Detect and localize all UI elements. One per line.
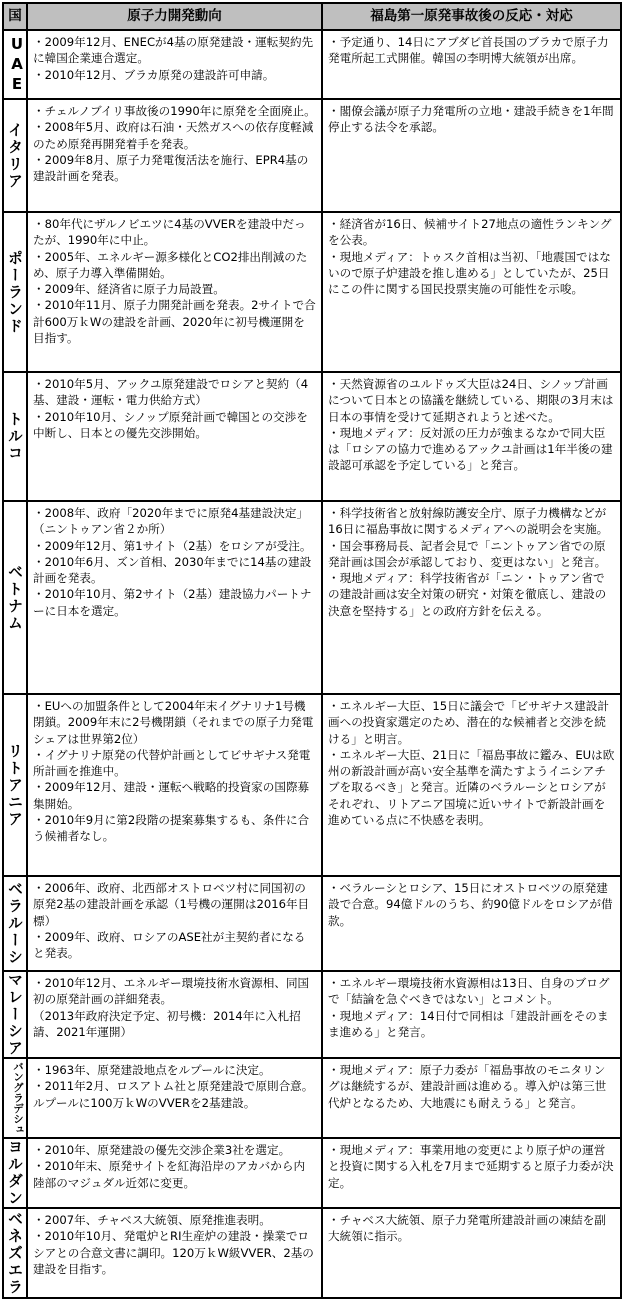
- country-cell: バングラデシュ: [3, 1058, 27, 1138]
- country-cell: ベラルーシ: [3, 876, 27, 971]
- development-item: ・2010年末、原発サイトを紅海沿岸のアカバから内陸部のマジュダル近郊に変更。: [33, 1159, 306, 1190]
- development-item: ・2010年10月、シノップ原発計画で韓国との交渉を中断し、日本との優先交渉開始。: [33, 409, 308, 440]
- development-cell: [27, 876, 322, 971]
- reaction-item: ・閣僚会議が原子力発電所の立地・建設手続きを1年間停止する法令を承認。: [328, 104, 614, 135]
- development-item: ・2010年10月、第2サイト（2基）建設協力パートナーに日本を選定。: [33, 587, 312, 618]
- table-row: [3, 30, 621, 99]
- table-row: [3, 99, 621, 212]
- reaction-cell: [322, 971, 621, 1058]
- development-item: ・2007年、チャベス大統領、原発推進表明。: [33, 1213, 271, 1227]
- country-cell: UAE: [3, 30, 27, 99]
- reaction-item: ・予定通り、14日にアブダビ首長国のブラカで原子力発電所起工式開催。韓国の李明博大統領が出席。: [328, 35, 609, 66]
- development-item: ・EUへの加盟条件として2004年末イグナリナ1号機閉鎖。2009年末に2号機閉鎖（それまでの原子力発電シェアは世界第2位）: [33, 699, 314, 746]
- development-item: ・2011年2月、ロスアトム社と原発建設で原則合意。ルプールに100万ｋWのVVERを2基建設。: [33, 1079, 314, 1110]
- development-cell: [27, 1138, 322, 1208]
- development-item: ・2010年5月、アックユ原発建設でロシアと契約（4基、建設・運転・電力供給方式）: [33, 377, 309, 408]
- development-item: ・2009年、政府、ロシアのASE社が主契約者になると発表。: [33, 929, 306, 961]
- country-cell: ベネズエラ: [3, 1208, 27, 1298]
- table-row: [3, 694, 621, 876]
- development-item: ・2010年10月、発電炉とRI生産炉の建設・操業でロシアとの合意文書に調印。120万ｋW級VVER、2基の建設を目指す。: [33, 1229, 314, 1276]
- development-item: ・2010年、原発建設の優先交渉企業3社を選定。: [33, 1143, 291, 1157]
- reaction-item: ・エネルギー大臣、21日に「福島事故に鑑み、EUは欧州の新設計画が高い安全基準を満たすようイニシアチブを取るべき」と発言。近隣のベラルーシとロシアがそれぞれ、リトアニア国境に近いサイトで新設計画を進めている点に不快感を表明。: [328, 747, 615, 828]
- reaction-cell: [322, 30, 621, 99]
- reaction-cell: [322, 212, 621, 372]
- country-cell: イタリア: [3, 99, 27, 212]
- reaction-item: ・ベラルーシとロシア、15日にオストロベツの原発建設で合意。94億ドルのうち、約90億ドルをロシアが借款。: [328, 881, 613, 928]
- development-item: ・2009年、経済省に原子力局設置。: [33, 282, 225, 297]
- reaction-item: ・天然資源省のユルドゥズ大臣は24日、シノップ計画について日本との協議を継続している、期限の3月末は日本の事情を受けて延期されようと述べた。: [328, 377, 614, 424]
- country-cell: ヨルダン: [3, 1138, 27, 1208]
- reaction-item: ・チャベス大統領、原子力発電所建設計画の凍結を副大統領に指示。: [328, 1213, 606, 1244]
- reaction-item: ・エネルギー大臣、15日に議会で「ビサギナス建設計画への投資家選定のため、潜在的な候補者と交渉を続ける」と明言。: [328, 699, 609, 746]
- table-row: [3, 501, 621, 694]
- development-item: ・2010年6月、ズン首相、2030年までに14基の建設計画を発表。: [33, 554, 312, 586]
- reaction-cell: [322, 876, 621, 971]
- reaction-item: ・現地メディア：反対派の圧力が強まるなかで同大臣は「ロシアの協力で進めるアックユ計画は1年半後の建設認可承認を予定している」と発言。: [328, 425, 613, 473]
- reaction-cell: [322, 694, 621, 876]
- nuclear-development-table: [2, 2, 622, 1299]
- development-item: ・2005年、エネルギー源多様化とCO2排出削減のため、原子力導入準備開始。: [33, 249, 308, 280]
- development-cell: [27, 971, 322, 1058]
- table-row: [3, 372, 621, 501]
- development-cell: [27, 694, 322, 876]
- country-cell: ポーランド: [3, 212, 27, 372]
- development-item: ・2010年12月、エネルギー環境技術水資源相、同国初の原発計画の詳細発表。: [33, 976, 310, 1007]
- development-item: ・80年代にザルノビエツに4基のVVERを建設中だったが、1990年に中止。: [33, 217, 306, 248]
- reaction-item: ・現地メディア：事業用地の変更により原子炉の運営と投資に関する入札を7月まで延期すると原子力委が決定。: [328, 1143, 614, 1190]
- development-item: ・2010年12月、ブラカ原発の建設許可申請。: [33, 67, 275, 82]
- development-cell: [27, 1058, 322, 1138]
- reaction-item: ・現地メディア：科学技術省が「ニン・トゥアン省での建設計画は安全対策の研究・対策を徹底し、建設の決意を堅持する」との政府方針を伝える。: [328, 571, 607, 618]
- development-item: ・イグナリナ原発の代替炉計画としてビサギナス発電所計画を推進中。: [33, 747, 311, 779]
- table-row: [3, 1138, 621, 1208]
- country-cell: マレーシア: [3, 971, 27, 1058]
- reaction-item: ・現地メディア：14日付で同相は「建設計画をそのまま進める」と発言。: [328, 1008, 609, 1039]
- reaction-item: ・現地メディア：原子力委が「福島事故のモニタリングは継続するが、建設計画は進める。導入炉は第三世代炉となるため、大地震にも耐えうる」と発言。: [328, 1063, 607, 1110]
- reaction-cell: [322, 1138, 621, 1208]
- table-row: [3, 971, 621, 1058]
- reaction-cell: [322, 372, 621, 501]
- reaction-item: ・経済省が16日、候補サイト27地点の適性ランキングを公表。: [328, 217, 612, 248]
- development-item: ・2009年12月、ENECが4基の原発建設・運転契約先に韓国企業連合選定。: [33, 35, 314, 66]
- development-item: （2013年政府決定予定、初号機：2014年に入札招請、2021年運開）: [33, 1008, 301, 1039]
- header-development: 原子力開発動向: [27, 3, 322, 30]
- reaction-item: ・国会事務局長、記者会見で「ニントゥアン省での原発計画は国会が承認しており、変更はない」と発言。: [328, 538, 607, 569]
- reaction-cell: [322, 501, 621, 694]
- development-item: ・チェルノブイリ事故後の1990年に原発を全面廃止。: [33, 104, 316, 118]
- reaction-cell: [322, 1058, 621, 1138]
- development-cell: [27, 99, 322, 212]
- development-item: ・2008年5月、政府は石油・天然ガスへの依存度軽減のため原発再開発着手を発表。: [33, 120, 314, 151]
- reaction-item: ・科学技術省と放射線防護安全庁、原子力機構などが16日に福島事故に関するメディアへの説明会を実施。: [328, 506, 609, 537]
- country-cell: ベトナム: [3, 501, 27, 694]
- table-row: [3, 1058, 621, 1138]
- development-cell: [27, 30, 322, 99]
- development-item: ・2009年12月、建設・運転へ戦略的投資家の国際募集開始。: [33, 780, 310, 811]
- development-cell: [27, 501, 322, 694]
- country-cell: リトアニア: [3, 694, 27, 876]
- development-item: ・2010年11月、原子力開発計画を発表。2サイトで合計600万ｋWの建設を計画、2020年に初号機運開を目指す。: [33, 298, 316, 346]
- development-item: ・2009年12月、第1サイト（2基）をロシアが受注。: [33, 538, 312, 553]
- development-item: ・2009年8月、原子力発電復活法を施行、EPR4基の建設計画を発表。: [33, 152, 309, 184]
- reaction-cell: [322, 99, 621, 212]
- table-row: [3, 212, 621, 372]
- development-cell: [27, 372, 322, 501]
- development-item: ・2006年、政府、北西部オストロベツ村に同国初の原発2基の建設計画を承認（1号機の運開は2016年目標）: [33, 881, 310, 928]
- development-item: ・2008年、政府「2020年までに原発4基建設決定」（ニントゥアン省２か所）: [33, 506, 309, 537]
- reaction-item: ・現地メディア：トゥスク首相は当初、「地震国ではないので原子炉建設を推し進める」としていたが、25日にこの件に関する国民投票実施の可能性を示唆。: [328, 249, 611, 297]
- development-cell: [27, 212, 322, 372]
- table-body: [3, 30, 621, 1298]
- development-item: ・2010年9月に第2段階の提案募集するも、条件に合う候補者なし。: [33, 813, 310, 844]
- table-row: [3, 876, 621, 971]
- header-row: [3, 3, 621, 30]
- header-reaction: 福島第一原発事故後の反応・対応: [322, 3, 621, 30]
- development-item: ・1963年、原発建設地点をルプールに決定。: [33, 1063, 271, 1077]
- country-cell: トルコ: [3, 372, 27, 501]
- reaction-item: ・エネルギー環境技術水資源相は13日、自身のブログで「結論を急ぐべきではない」とコメント。: [328, 976, 610, 1007]
- header-country: 国: [3, 3, 27, 30]
